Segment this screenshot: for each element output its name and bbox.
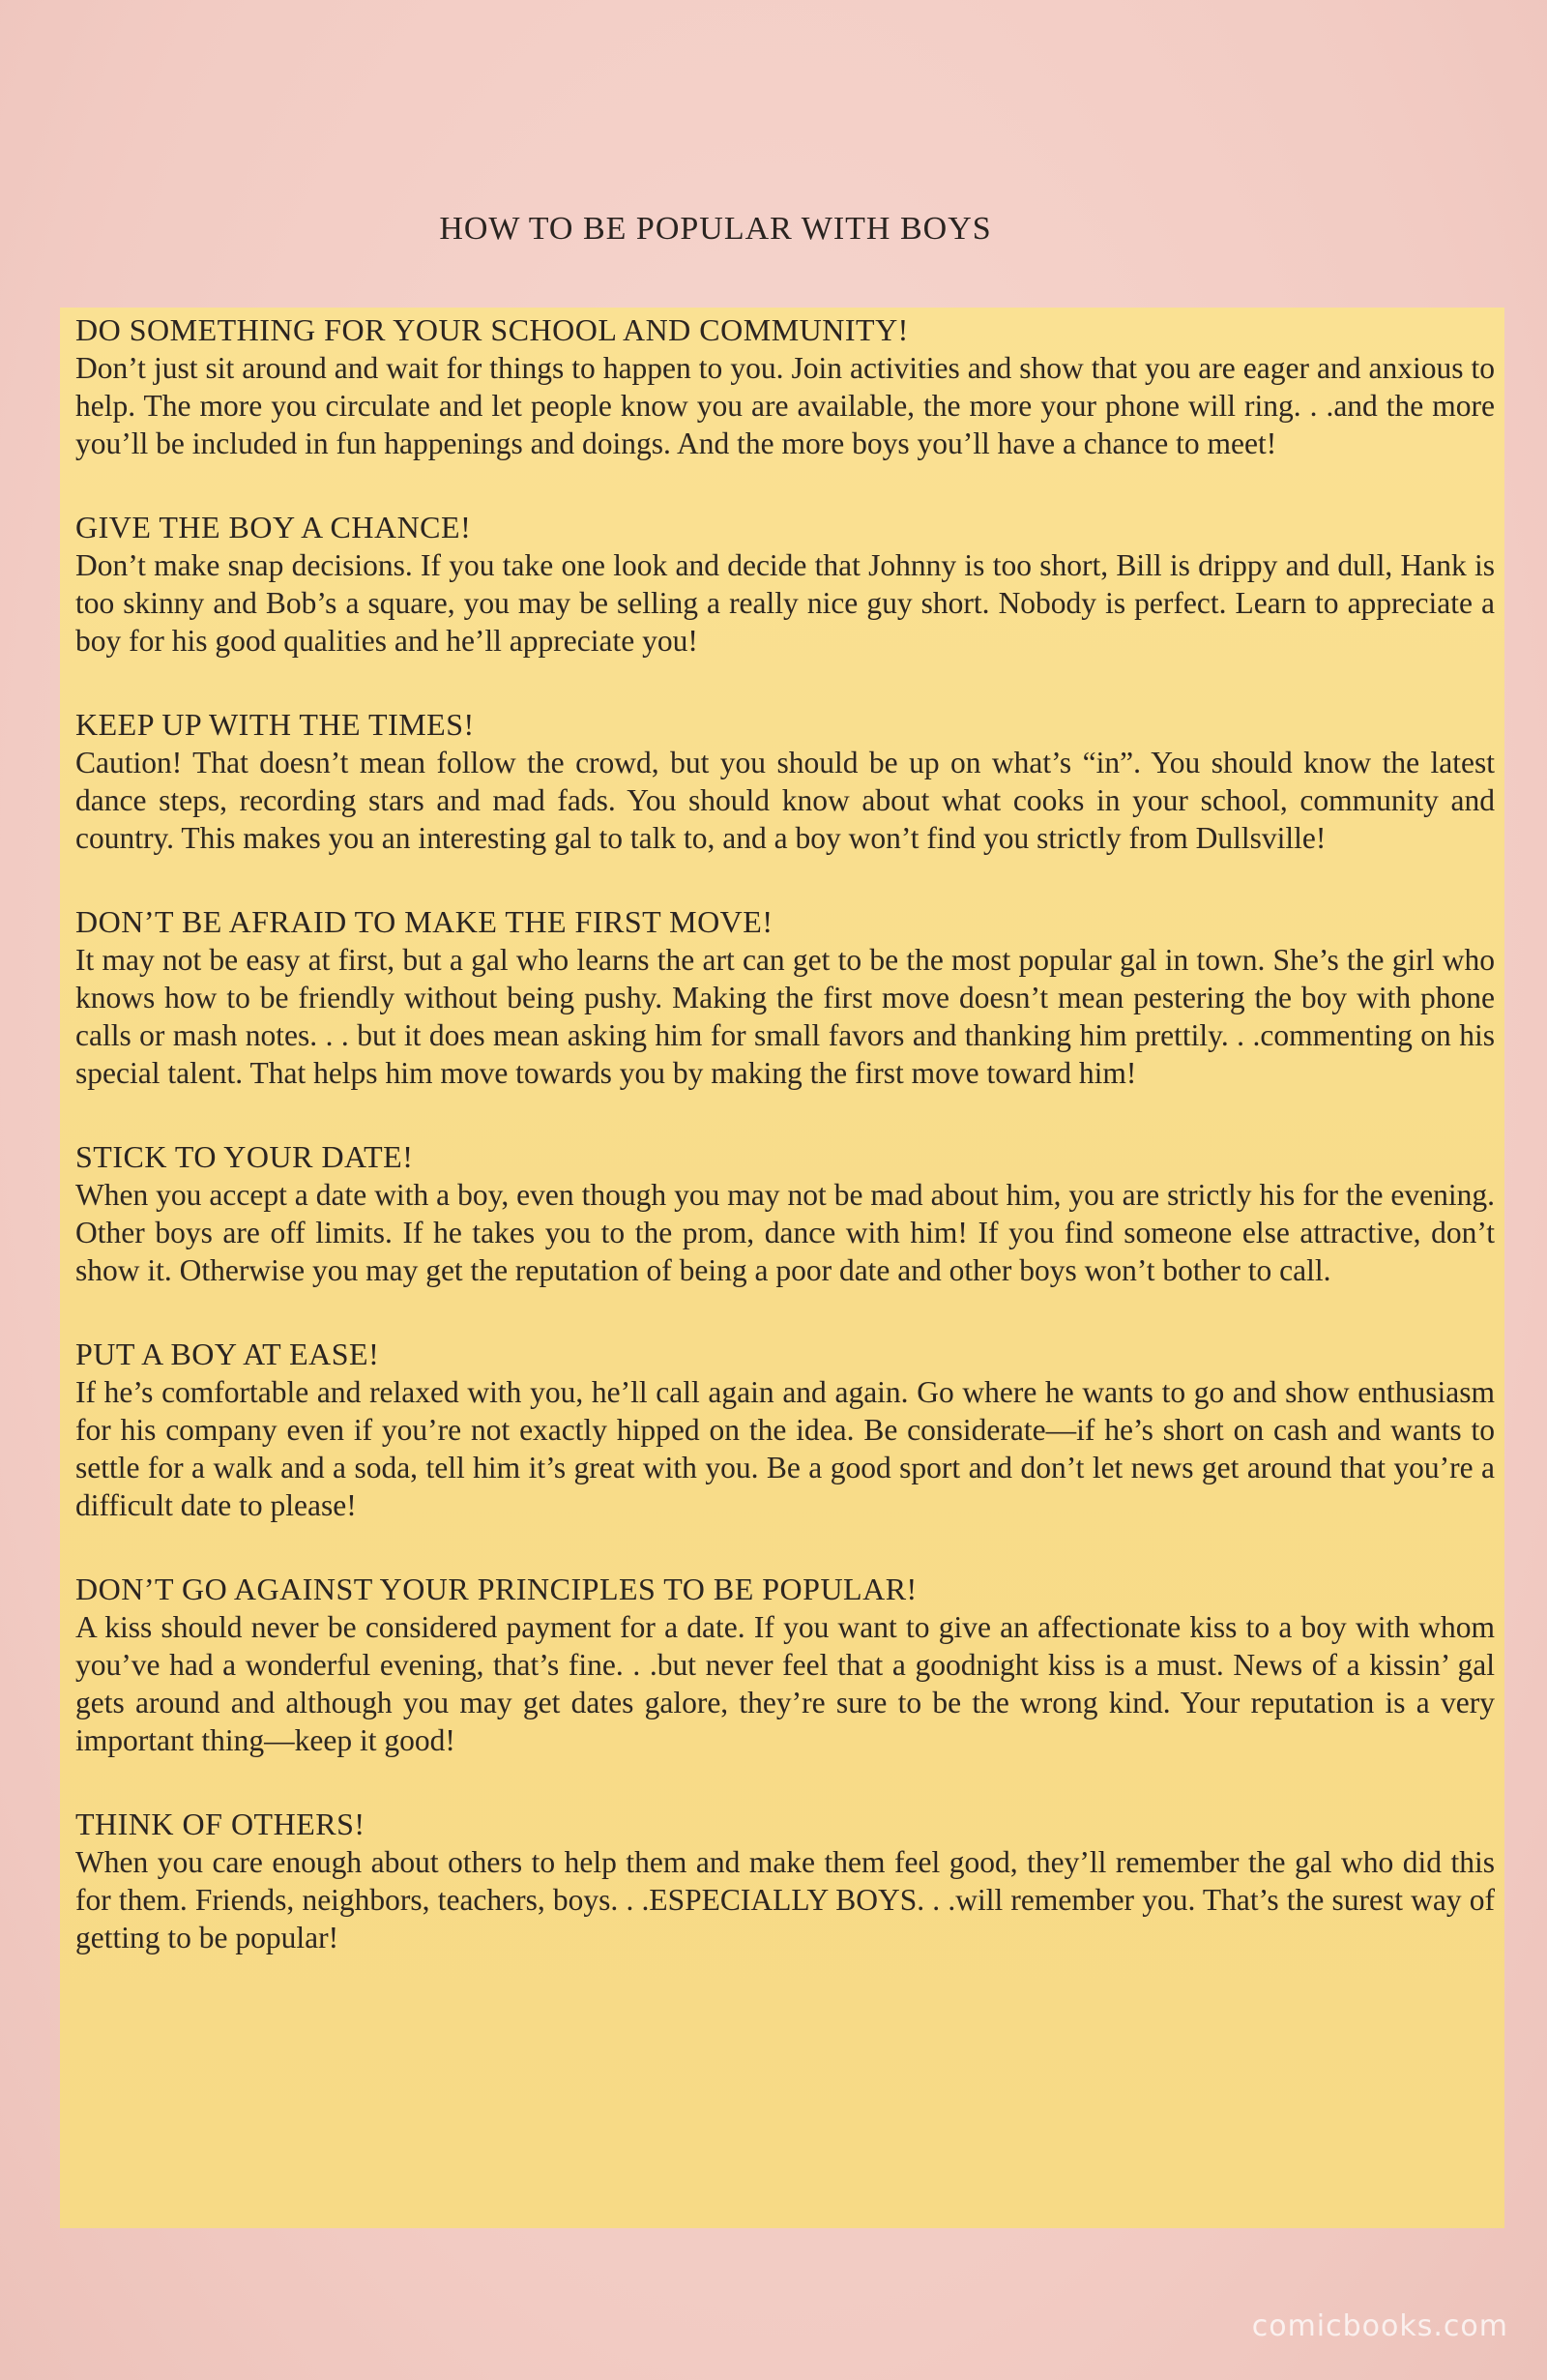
section-first-move [75, 903, 1495, 1092]
section-body: A kiss should never be considered payment for a date. If you want to give an affectionate kiss to a boy with whom you’ve had a wonderful evening, that’s fine. . .but never feel that a goodnight kiss is a must. News of a kissin’ gal gets around and although you may get dates galore, they’re sure to be the wrong kind. Your reputation is a very important thing—keep it good! [75, 1610, 1495, 1757]
section-body: When you accept a date with a boy, even though you may not be mad about him, you are strictly his for the evening. Other boys are off limits. If he takes you to the prom, dance with him! If you find someone else attractive, don’t show it. Otherwise you may get the reputation of being a poor date and other boys won’t bother to call. [75, 1178, 1495, 1287]
site-watermark: comicbooks.com [1251, 2309, 1508, 2343]
section-heading: PUT A BOY AT EASE! [75, 1337, 380, 1371]
section-body: Don’t just sit around and wait for things to happen to you. Join activities and show that you are eager and anxious to help. The more you circulate and let people know you are available, the more your phone will ring. . .and the more you’ll be included in fun happenings and doings. And the more boys you’ll have a chance to meet! [75, 351, 1495, 460]
page-title: HOW TO BE POPULAR WITH BOYS [439, 211, 992, 247]
section-heading: GIVE THE BOY A CHANCE! [75, 510, 472, 544]
section-keep-up-times [75, 706, 1495, 857]
section-principles [75, 1571, 1495, 1759]
section-put-at-ease [75, 1336, 1495, 1524]
section-heading: DON’T GO AGAINST YOUR PRINCIPLES TO BE POPULAR! [75, 1572, 918, 1606]
section-think-of-others [75, 1806, 1495, 1956]
section-body: Caution! That doesn’t mean follow the crowd, but you should be up on what’s “in”. You should know the latest dance steps, recording stars and mad fads. You should know about what cooks in your school, community and country. This makes you an interesting gal to talk to, and a boy won’t find you strictly from Dullsville! [75, 746, 1495, 855]
section-heading: DON’T BE AFRAID TO MAKE THE FIRST MOVE! [75, 904, 774, 939]
section-body: Don’t make snap decisions. If you take one look and decide that Johnny is too short, Bill is drippy and dull, Hank is too skinny and Bob’s a square, you may be selling a really nice guy short. Nobody is perfect. Learn to appreciate a boy for his good qualities and he’ll appreciate you! [75, 548, 1495, 658]
section-body: If he’s comfortable and relaxed with you, he’ll call again and again. Go where he wants to go and show enthusiasm for his company even if you’re not exactly hipped on the idea. Be considerate—if he’s short on cash and wants to settle for a walk and a soda, tell him it’s great with you. Be a good sport and don’t let news get around that you’re a difficult date to please! [75, 1375, 1495, 1522]
section-body: When you care enough about others to help them and make them feel good, they’ll remember the gal who did this for them. Friends, neighbors, teachers, boys. . .ESPECIALLY BOYS. . .will remember you. That’s the surest way of getting to be popular! [75, 1845, 1495, 1954]
section-school-community [75, 311, 1495, 462]
section-heading: DO SOMETHING FOR YOUR SCHOOL AND COMMUNITY! [75, 312, 909, 347]
section-give-boy-chance [75, 509, 1495, 660]
section-heading: THINK OF OTHERS! [75, 1807, 365, 1841]
section-body: It may not be easy at first, but a gal who learns the art can get to be the most popular gal in town. She’s the girl who knows how to be friendly without being pushy. Making the first move doesn’t mean pestering the boy with phone calls or mash notes. . . but it does mean asking him for small favors and thanking him prettily. . .commenting on his special talent. That helps him move towards you by making the first move toward him! [75, 943, 1495, 1090]
section-heading: STICK TO YOUR DATE! [75, 1139, 414, 1174]
article-panel [60, 308, 1504, 2228]
section-heading: KEEP UP WITH THE TIMES! [75, 707, 475, 742]
section-stick-to-date [75, 1138, 1495, 1289]
